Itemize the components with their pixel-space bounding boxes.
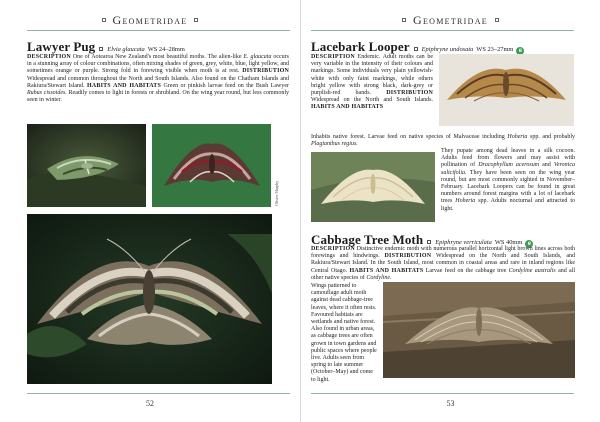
moth-photo-image bbox=[311, 152, 435, 222]
square-ornament-icon bbox=[414, 47, 418, 51]
lawyer-pug-title bbox=[27, 39, 185, 55]
distribution-label: DISTRIBUTION bbox=[242, 68, 290, 75]
wingspan: WS 40mm bbox=[494, 239, 523, 246]
lacebark-photo-pale bbox=[311, 152, 435, 222]
square-ornament-icon bbox=[194, 18, 198, 22]
lacebark-text-mid: Inhabits native forest. Larvae feed on native species of Malvaceae including Hoheria spp. and probably Plagianthus regius. bbox=[311, 134, 576, 148]
lawyer-pug-text: DESCRIPTION One of Aotearoa New Zealand's most beautiful moths. The alien-like E. glaucata occurs in a stunning array of colour combinations, often mixing shades of green, grey, white, blue, light yellow, and sometimes orange or purple. Strong fold in forewing visible when moth is at rest. DISTRIBUTION Widespread and common throughout the North and South Islands. Also found on the Chatham Islands and Rakiura/Stewart Island. HABITS AND HABITATS Green or pinkish larvae feed on the Bush Lawyer Rubus cissoides. Readily comes to light in forests or shrubland. On the wing year round, but less commonly seen in winter. bbox=[27, 54, 290, 104]
habits-label: HABITS AND HABITATS bbox=[349, 267, 424, 274]
description-label: DESCRIPTION bbox=[27, 54, 71, 60]
scientific-name: Epiphryne undosata bbox=[421, 46, 474, 53]
page-number: 53 bbox=[446, 399, 455, 408]
moth-photo-image bbox=[27, 124, 146, 207]
wingspan: WS 24–28mm bbox=[147, 46, 185, 53]
family-heading: Geometridae bbox=[413, 12, 488, 27]
family-heading: Geometridae bbox=[112, 12, 188, 27]
cabbage-tree-moth-photo bbox=[383, 282, 575, 378]
moth-photo-image bbox=[383, 282, 575, 378]
scientific-name: Epiphryne verriculata bbox=[435, 239, 492, 246]
species-name: Cabbage Tree Moth bbox=[311, 232, 424, 247]
header-rule bbox=[311, 30, 574, 31]
description-label: DESCRIPTION bbox=[311, 246, 355, 252]
lacebark-photo-yellow bbox=[439, 54, 574, 126]
cabbage-text-top: DESCRIPTION Distinctive endemic moth with numerous parallel horizontal light brown lines across both forewings and hindwings. DISTRIBUTION Widespread on the North and South Islands, and Rakiura/Stewart Island. In the South Island, most common in coastal areas and rare in inland regions like Central Otago. HABITS AND HABITATS Larvae feed on the cabbage tree Cordyline australis and all other native species of Cordyline. bbox=[311, 246, 576, 281]
distribution-label: DISTRIBUTION bbox=[386, 90, 434, 97]
right-page bbox=[300, 0, 600, 422]
running-header-right bbox=[301, 13, 600, 27]
description-label: DESCRIPTION bbox=[311, 54, 355, 60]
lacebark-text-top: DESCRIPTION Endemic. Adult moths can be very variable in the intensity of their colours and markings. Some individuals very plain yellowish-white with only faint markings, while others bright yellow with strong black, dark-grey or purplish-red bands. DISTRIBUTION Widespread on the North and South Islands. HABITS AND HABITATS bbox=[311, 54, 434, 111]
cabbage-text-side: Wings patterned to camouflage adult moth against dead cabbage-tree leaves, where it often rests. Favoured habitats are wetlands and native forest. Also found in urban areas, as cabbage trees are often grown in town gardens and public spaces where people live. Adults seen from spring to late summer (October–May) and come to light. bbox=[311, 283, 377, 383]
species-name: Lawyer Pug bbox=[27, 39, 96, 54]
footer-rule bbox=[27, 393, 290, 394]
square-ornament-icon bbox=[402, 18, 406, 22]
footer-rule bbox=[311, 393, 574, 394]
page-number: 52 bbox=[146, 399, 154, 408]
square-ornament-icon bbox=[99, 47, 103, 51]
lawyer-pug-photo-large bbox=[27, 214, 272, 384]
species-name: Lacebark Looper bbox=[311, 39, 410, 54]
habits-label: HABITS AND HABITATS bbox=[311, 104, 384, 111]
endemic-badge-icon: e bbox=[525, 240, 533, 248]
running-header-left bbox=[0, 13, 300, 27]
lacebark-looper-title bbox=[311, 39, 524, 55]
photo-credit: Olivier Murphy bbox=[274, 180, 279, 206]
lawyer-pug-photo-green bbox=[27, 124, 146, 207]
lacebark-text-side: They pupate among dead leaves in a silk cocoon. Adults feed from flowers and may assist with pollination of Dracophyllum acerosum and Veronica salicifolia. They have been seen on the wing year round, but are most commonly sighted in November–February. Lacebark Loopers can be found in great numbers around forest margins with a lot of lacebark trees Hoheria spp. Adults nocturnal and attracted to light. bbox=[441, 148, 576, 212]
endemic-badge-icon: e bbox=[516, 47, 524, 55]
moth-photo-image bbox=[27, 214, 272, 384]
moth-photo-image bbox=[152, 124, 271, 207]
moth-photo-image bbox=[439, 54, 574, 126]
habits-label: HABITS AND HABITATS bbox=[86, 82, 162, 89]
wingspan: WS 23–27mm bbox=[476, 46, 514, 53]
header-rule bbox=[27, 30, 290, 31]
square-ornament-icon bbox=[427, 240, 431, 244]
distribution-label: DISTRIBUTION bbox=[384, 253, 432, 260]
lawyer-pug-photo-pink bbox=[152, 124, 271, 207]
square-ornament-icon bbox=[102, 18, 106, 22]
square-ornament-icon bbox=[495, 18, 499, 22]
scientific-name: Elvia glaucata bbox=[107, 46, 145, 53]
